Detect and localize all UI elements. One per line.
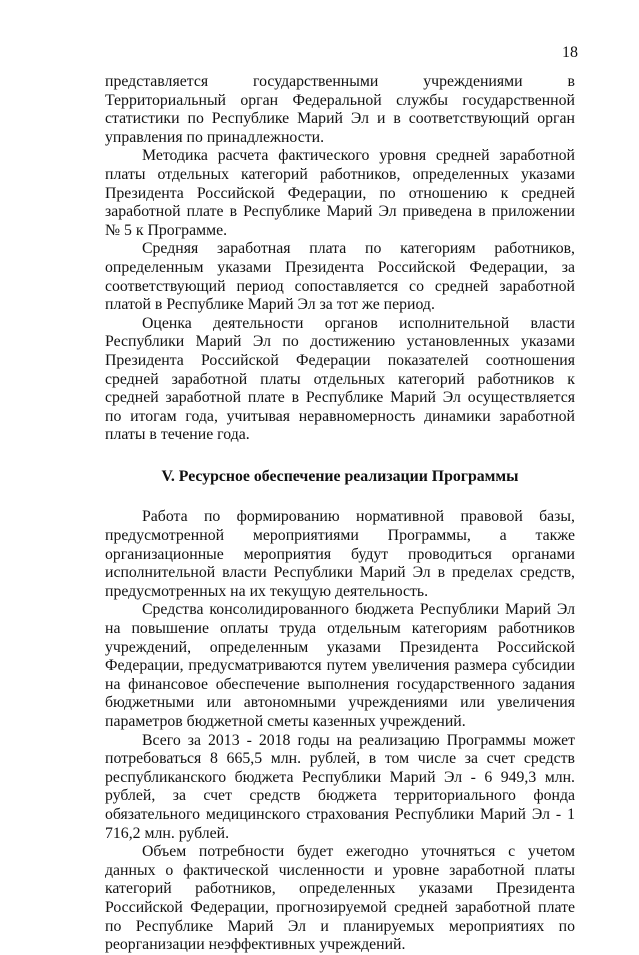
paragraph-annual-adjustment: Объем потребности будет ежегодно уточняться с учетом данных о фактической численности и уровне заработной платы категорий работников, определенных указами Президента Российской Федерации, прогнозируемой средней заработной плате по Республике Марий Эл и планируемых мероприятиях по реорганизации неэффективных учреждений. [105, 843, 575, 954]
paragraph-total-funding: Всего за 2013 - 2018 годы на реализацию Программы может потребоваться 8 665,5 млн. рублей, в том числе за счет средств республиканского бюджета Республики Марий Эл - 6 949,3 млн. рублей, за счет средств бюджета территориального фонда обязательного медицинского страхования Республики Марий Эл - 1 716,2 млн. рублей. [105, 731, 575, 842]
paragraph-methodology: Методика расчета фактического уровня средней заработной платы отдельных категорий работников, определенных указами Президента Российской Федерации, по отношению к средней заработной плате в Республике Марий Эл приведена в приложении № 5 к Программе. [105, 147, 575, 239]
paragraph-budget-funds: Средства консолидированного бюджета Республики Марий Эл на повышение оплаты труда отдельным категориям работников учреждений, определенным указами Президента Российской Федерации, предусматриваются путем увеличения размера субсидии на финансовое обеспечение выполнения государственного задания бюджетными или автономными учреждениями или увеличения параметров бюджетной сметы казенных учреждений. [105, 601, 575, 730]
paragraph-evaluation: Оценка деятельности органов исполнительной власти Республики Марий Эл по достижению установленных указами Президента Российской Федерации показателей соотношения средней заработной платы отдельных категорий работников к средней заработной плате в Республике Марий Эл осуществляется по итогам года, учитывая неравномерность динамики заработной платы в течение года. [105, 314, 575, 444]
paragraph-continuation: представляется государственными учреждениями в Территориальный орган Федеральной службы государственной статистики по Республике Марий Эл и в соответствующий орган управления по принадлежности. [105, 73, 575, 146]
section-heading: V. Ресурсное обеспечение реализации Программы [161, 467, 519, 485]
document-body [105, 73, 575, 955]
paragraph-average-salary: Средняя заработная плата по категориям работников, определенным указами Президента Российской Федерации, за соответствующий период сопоставляется со средней заработной платой в Республике Марий Эл за тот же период. [105, 240, 575, 314]
paragraph-regulatory-base: Работа по формированию нормативной правовой базы, предусмотренной мероприятиями Программы, а также организационные мероприятия будут проводиться органами исполнительной власти Республики Марий Эл в пределах средств, предусмотренных на их текущую деятельность. [105, 508, 575, 600]
page-number: 18 [562, 44, 578, 61]
